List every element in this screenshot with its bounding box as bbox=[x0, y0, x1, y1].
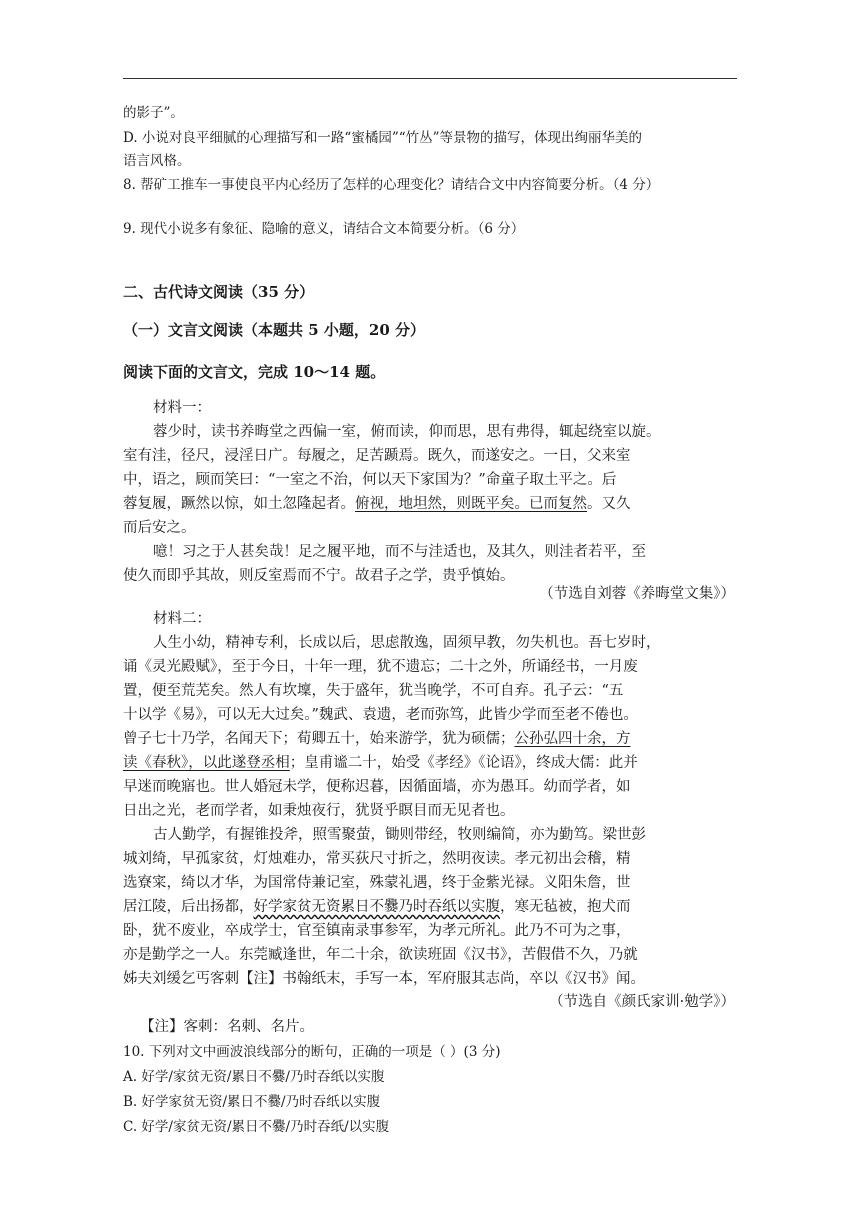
section-heading-part2: 二、古代诗文阅读（35 分） bbox=[123, 283, 315, 301]
question-8: 8. 帮矿工推车一事使良平内心经历了怎样的心理变化？请结合文中内容简要分析。（4 分） bbox=[123, 177, 660, 193]
wavy-underlined-sentence: 好学家贫无资累日不爨乃时吞纸以实腹 bbox=[253, 899, 500, 915]
material2-line: 城刘绮，早孤家贫，灯烛难办，常买荻尺寸折之，然明夜读。孝元初出会稽，精 bbox=[123, 851, 631, 867]
option-d-line1: D. 小说对良平细腻的心理描写和一路“蜜橘园”“竹丛”等景物的描写，体现出绚丽华美的 bbox=[123, 130, 643, 146]
section-heading-classical: （一）文言文阅读（本题共 5 小题，20 分） bbox=[123, 321, 425, 339]
material2-line bbox=[123, 753, 638, 773]
material2-source: （节选自《颜氏家训·勉学》） bbox=[549, 994, 735, 1010]
material1-line: 噫！习之于人甚矣哉！足之履平地，而不与洼适也，及其久，则洼者若平，至 bbox=[153, 544, 646, 560]
material1-source: （节选自刘蓉《养晦堂文集》） bbox=[539, 586, 735, 602]
text-segment: 居江陵，后出扬都， bbox=[123, 899, 254, 915]
text-segment: 曾子七十乃学，名闻天下；荀卿五十，始来游学，犹为硕儒； bbox=[123, 731, 515, 747]
material2-line: 置，便至荒芜矣。然人有坎壈，失于盛年，犹当晚学，不可自弃。孔子云：“五 bbox=[123, 683, 624, 699]
question-9: 9. 现代小说多有象征、隐喻的意义，请结合文本简要分析。（6 分） bbox=[123, 221, 525, 237]
material2-line: 人生小幼，精神专利，长成以后，思虑散逸，固须早教，勿失机也。吾七岁时， bbox=[153, 635, 661, 651]
material2-line: 亦是勤学之一人。东莞臧逢世，年二十余，欲读班固《汉书》，苦假借不久，乃就 bbox=[123, 947, 638, 963]
material2-line: 卧，犹不废业，卒成学士，官至镇南录事参军，为孝元所礼。此乃不可为之事， bbox=[123, 923, 631, 939]
reading-instruction: 阅读下面的文言文，完成 10～14 题。 bbox=[123, 363, 386, 381]
option-c: C. 好学/家贫无资/累日不爨/乃时吞纸/以实腹 bbox=[123, 1119, 390, 1135]
option-c-continuation: 的影子”。 bbox=[123, 105, 184, 121]
material2-line: 日出之光，老而学者，如秉烛夜行，犹贤乎瞑目而无见者也。 bbox=[123, 803, 515, 819]
underlined-sentence: 读《春秋》，以此遂登丞相 bbox=[123, 755, 290, 771]
material2-line: 早迷而晚寤也。世人婚冠未学，便称迟暮，因循面墙，亦为愚耳。幼而学者，如 bbox=[123, 779, 631, 795]
material2-label: 材料二： bbox=[153, 611, 211, 627]
material1-line bbox=[123, 494, 631, 514]
material2-line: 选寮寀，绮以才华，为国常侍兼记室，殊蒙礼遇，终于金紫光禄。义阳朱詹，世 bbox=[123, 875, 631, 891]
option-b: B. 好学家贫无资/累日不爨/乃时吞纸以实腹 bbox=[123, 1094, 381, 1110]
option-a: A. 好学/家贫无资/累日不爨/乃时吞纸以实腹 bbox=[123, 1069, 385, 1085]
material2-line: 姊夫刘缓乞丐客刺【注】书翰纸末，手写一本，军府服其志尚，卒以《汉书》闻。 bbox=[123, 971, 645, 987]
material2-line: 古人勤学，有握锥投斧，照雪聚萤，锄则带经，牧则编简，亦为勤笃。梁世彭 bbox=[153, 827, 646, 843]
material2-line: 十以学《易》，可以无大过矣。”魏武、袁遗，老而弥笃，此皆少学而至老不倦也。 bbox=[123, 707, 638, 723]
material1-line: 使久而即乎其故，则反室焉而不宁。故君子之学，贵乎慎始。 bbox=[123, 568, 515, 584]
underlined-sentence: 公孙弘四十余，方 bbox=[514, 731, 631, 747]
question-10-stem: 10. 下列对文中画波浪线部分的断句，正确的一项是（ ）(3 分) bbox=[123, 1044, 501, 1060]
header-rule bbox=[123, 78, 737, 79]
annotation-note: 【注】客刺：名刺、名片。 bbox=[140, 1019, 314, 1035]
material1-line: 中，语之，顾而笑曰：“一室之不治，何以天下家国为？”命童子取土平之。后 bbox=[123, 472, 617, 488]
text-segment: 蓉复履，蹶然以惊，如土忽隆起者。 bbox=[123, 496, 355, 512]
underlined-sentence: 俯视，地坦然，则既平矣。已而复然 bbox=[355, 496, 587, 512]
material2-line: 诵《灵光殿赋》，至于今日，十年一理，犹不遗忘；二十之外，所诵经书，一月废 bbox=[123, 659, 638, 675]
material2-line bbox=[123, 729, 631, 749]
material1-label: 材料一： bbox=[153, 400, 211, 416]
text-segment: 。又久 bbox=[587, 496, 631, 512]
text-segment: ；皇甫谧二十，始受《孝经》《论语》，终成大儒：此并 bbox=[289, 755, 638, 771]
material2-line bbox=[123, 897, 631, 917]
text-segment: ，寒无毡被，抱犬而 bbox=[500, 899, 631, 915]
material1-line: 室有洼，径尺，浸淫日广。每履之，足苦踬焉。既久，而遂安之。一日，父来室 bbox=[123, 448, 631, 464]
material1-line: 而后安之。 bbox=[123, 520, 196, 536]
material1-line: 蓉少时，读书养晦堂之西偏一室，俯而读，仰而思，思有弗得，辄起绕室以旋。 bbox=[153, 424, 661, 440]
option-d-line2: 语言风格。 bbox=[123, 153, 191, 169]
